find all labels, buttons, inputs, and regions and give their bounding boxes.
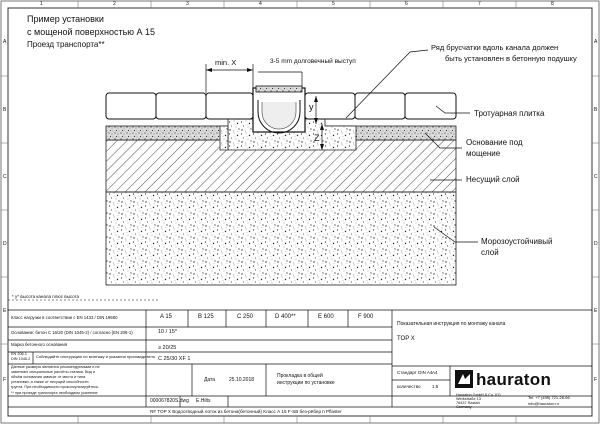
drawing-title-line-3: Проезд транспорта** <box>27 40 105 49</box>
scale-value: A4 <box>432 370 438 375</box>
note-line-3: объём основания зависят от места и типа <box>11 375 86 379</box>
bottom-caption: RF TOP X Водоотводный лоток из бетона(бетонный) Класс А 15 F-SB без-рёбер п Pflaster <box>150 409 342 414</box>
hauraton-logo-icon <box>455 370 473 388</box>
label-frost-2: слой <box>481 248 499 257</box>
install-text-2: инструкции по установке <box>277 380 335 386</box>
contact-phone: Tel. +7 (495) 721-26-66 <box>528 395 570 400</box>
border-letter-b-right: B <box>594 107 598 113</box>
class-f900: F 900 <box>358 314 374 320</box>
border-letter-d: D <box>3 241 7 247</box>
footnote-2: ** при проезде транспорта необходимо усиление <box>11 391 98 395</box>
note-line-5: грунта. При необходимости проконсультируйтесь. <box>11 385 99 389</box>
border-number-1: 1 <box>40 1 43 7</box>
row4-value: ≥ 20/25 <box>158 345 177 351</box>
row2-value: 10 / 15* <box>158 329 177 335</box>
label-pavement: Тротуарная плитка <box>474 109 545 118</box>
address-line-1: Hauraton GmbH & Co. KG <box>456 393 501 397</box>
dimension-z: Z <box>314 133 320 143</box>
drawing-number: 000067820S.dwg <box>150 398 189 404</box>
border-letter-f: F <box>3 377 7 383</box>
border-number-6: 6 <box>405 1 408 7</box>
date-value: 25.10.2018 <box>229 377 255 383</box>
edit-code: E.Hilts <box>196 398 211 404</box>
border-number-5: 5 <box>332 1 335 7</box>
drawing-title-line-2: с мощеной поверхностью А 15 <box>27 27 156 37</box>
border-letter-f-right: F <box>594 377 598 383</box>
border-number-3: 3 <box>186 1 189 7</box>
frost-layer <box>106 192 456 285</box>
border-number-7: 7 <box>478 1 481 7</box>
channel-grate <box>256 86 302 92</box>
class-header: Класс нагрузки в соответствии с EN 1433 / DIN 19580 <box>11 315 118 320</box>
border-letter-b: B <box>3 107 7 113</box>
note-line-1: Данные размеры являются рекомендуемыми и не <box>11 365 100 369</box>
border-number-4: 4 <box>259 1 262 7</box>
note-line-2: заменяют специальные расчёты статики. Вид и <box>11 370 96 374</box>
sheet-value: 1:5 <box>432 384 439 389</box>
system-name: TOP X <box>397 336 415 342</box>
date-label: Дата <box>204 377 216 383</box>
class-c250: C 250 <box>237 314 254 320</box>
border-letter-d-right: D <box>594 241 598 247</box>
label-base-1: Основание под <box>466 138 523 147</box>
footnote: * y* высота канала плюс высота <box>12 294 80 299</box>
border-number-8: 8 <box>551 1 554 7</box>
class-e600: E 600 <box>318 314 334 320</box>
pavers-left <box>106 93 253 119</box>
address-line-4: Germany <box>456 405 472 409</box>
border-letter-c-right: C <box>594 174 598 180</box>
contact-email: info@hauraton.ru <box>528 401 559 406</box>
label-paver-row-1: Ряд брусчатки вдоль канала должен <box>431 43 559 52</box>
row4-code-2: DIN 1045-2 <box>11 357 31 361</box>
label-frost-1: Морозоустойчивый <box>481 237 553 246</box>
drawing-title-line-1: Пример установки <box>27 14 104 24</box>
address-line-2: Werkstraße 13 <box>456 397 481 401</box>
class-a15: A 15 <box>160 314 173 320</box>
row4-code-1: EN 206-1 <box>11 352 28 356</box>
drain-channel <box>253 86 305 133</box>
sheet-label: количество <box>397 384 421 389</box>
note-line-4: установки, а также от несущей способности <box>11 380 89 384</box>
label-paver-row-2: быть установлен в бетонную подушку <box>445 54 577 63</box>
row4-label: Соблюдайте инструкцию по монтажу и указания производителя <box>36 354 155 359</box>
pavers-right <box>305 93 456 119</box>
system-title: Показательная инструкция по монтажу канала <box>397 321 506 327</box>
border-letter-e-right: E <box>594 308 598 314</box>
row3-label: Марка бетонного основания <box>11 342 68 347</box>
class-b125: B 125 <box>198 314 214 320</box>
install-text-1: Прокладка в общей <box>277 373 323 379</box>
row2-label: Основание: бетон C 16/20 (DIN 1045-2) / согласно (EN 206-1) <box>11 330 133 335</box>
label-bearing: Несущий слой <box>466 175 520 184</box>
class-d400: D 400** <box>275 314 296 320</box>
border-number-2: 2 <box>113 1 116 7</box>
border-letter-e: E <box>3 308 7 314</box>
address-line-3: 76437 Rastatt <box>456 401 480 405</box>
border-letter-a: A <box>3 39 7 45</box>
border-letter-a-right: A <box>594 39 598 45</box>
brand-name: hauraton <box>476 370 552 389</box>
dimension-y: y <box>309 102 314 112</box>
row5-value: C 25/30 XF 1 <box>158 356 191 362</box>
label-base-2: мощение <box>466 149 501 158</box>
dimension-min-x: min. X <box>215 58 237 67</box>
dimension-bulge: 3-5 mm долговечный выступ <box>270 58 356 65</box>
border-letter-c: C <box>3 174 7 180</box>
scale-label: Стандарт DIN A4 <box>397 370 433 375</box>
